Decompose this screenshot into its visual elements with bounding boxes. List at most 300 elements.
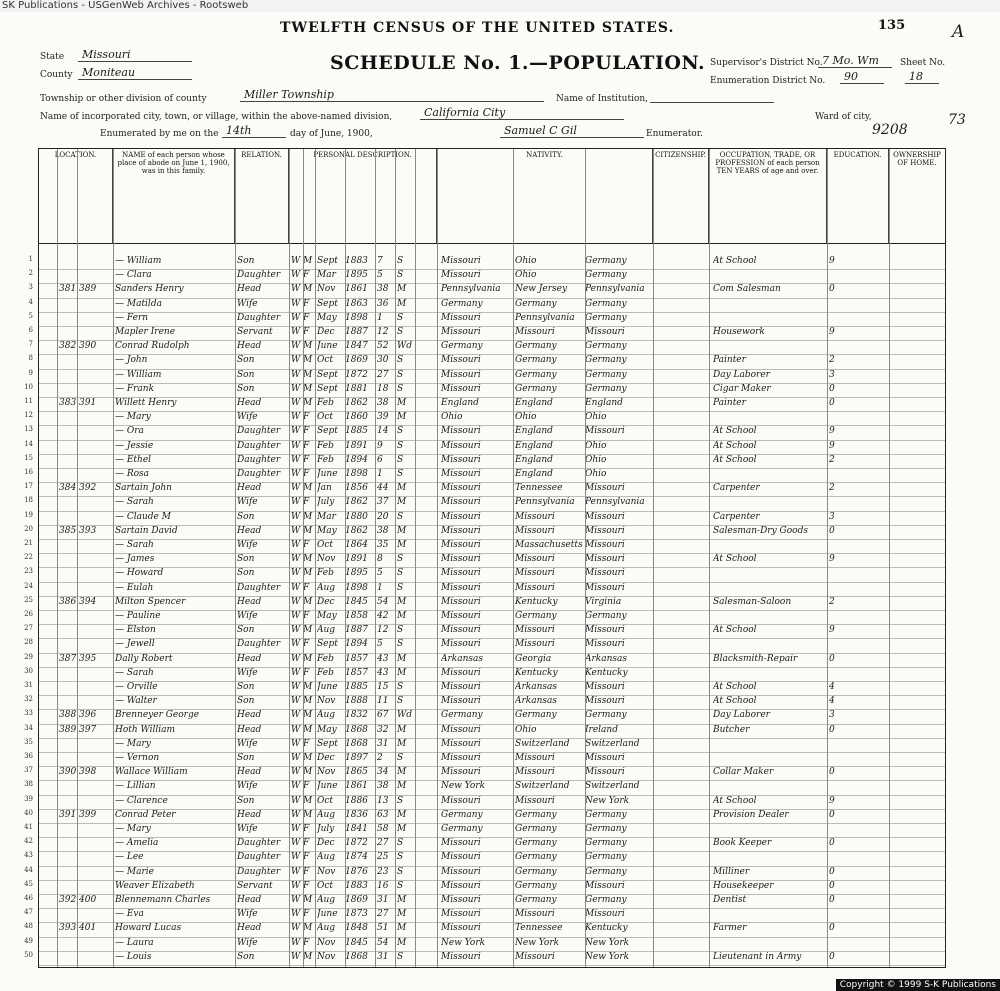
marital-status: S xyxy=(397,951,404,962)
person-name: — Louis xyxy=(115,951,152,962)
occupation: Housekeeper xyxy=(713,880,774,891)
months-in-school: 3 xyxy=(829,369,835,380)
mother-birthplace: England xyxy=(585,398,623,408)
birthplace: Missouri xyxy=(441,639,481,650)
dwelling-number: 391 xyxy=(59,809,77,820)
person-name: — Orville xyxy=(115,682,158,692)
marital-status: M xyxy=(397,525,407,536)
relation: Daughter xyxy=(237,270,281,281)
relation: Daughter xyxy=(237,852,281,863)
mother-birthplace: Missouri xyxy=(585,540,625,550)
age: 30 xyxy=(377,355,389,366)
race: W xyxy=(291,909,301,920)
race: W xyxy=(291,951,301,962)
mother-birthplace: Missouri xyxy=(585,426,625,437)
occupation: Farmer xyxy=(713,923,747,934)
birth-month: Aug xyxy=(317,852,336,863)
father-birthplace: Missouri xyxy=(515,625,555,636)
sex: M xyxy=(303,710,313,721)
father-birthplace: Germany xyxy=(515,710,557,721)
occupation: At School xyxy=(713,625,757,636)
mother-birthplace: Germany xyxy=(585,341,627,352)
race: W xyxy=(291,540,301,550)
father-birthplace: Germany xyxy=(515,866,557,877)
race: W xyxy=(291,369,301,380)
birth-month: July xyxy=(317,824,335,834)
table-row xyxy=(24,439,945,455)
relation: Head xyxy=(237,483,262,494)
marital-status: S xyxy=(397,852,404,863)
table-row xyxy=(24,851,945,866)
enum-district-label: Enumeration District No. xyxy=(710,76,826,86)
mother-birthplace: Germany xyxy=(585,895,627,905)
enumerator-label: Enumerator. xyxy=(646,129,703,139)
column-divider xyxy=(395,149,396,967)
birth-year: 1869 xyxy=(345,355,368,366)
marital-status: S xyxy=(397,369,404,380)
relation: Wife xyxy=(237,611,258,621)
birth-year: 1881 xyxy=(345,383,368,394)
relation: Son xyxy=(237,355,255,366)
relation: Daughter xyxy=(237,469,281,479)
table-row xyxy=(24,382,945,398)
column-divider xyxy=(375,149,376,967)
mother-birthplace: Missouri xyxy=(585,753,625,763)
table-row xyxy=(24,595,945,611)
line-number: 37 xyxy=(24,766,33,775)
age: 15 xyxy=(377,682,389,692)
person-name: — Frank xyxy=(115,383,155,394)
relation: Wife xyxy=(237,497,258,508)
line-number: 26 xyxy=(24,610,33,618)
occupation: At School xyxy=(713,454,757,465)
copyright-notice: Copyright © 1999 S-K Publications xyxy=(836,979,1000,991)
relation: Son xyxy=(237,511,255,522)
age: 67 xyxy=(377,710,389,721)
table-row xyxy=(24,666,945,682)
person-name: — Clarence xyxy=(115,795,168,806)
age: 1 xyxy=(377,469,383,479)
birthplace: Missouri xyxy=(441,753,481,763)
birth-month: Nov xyxy=(317,951,336,962)
person-name: — Jewell xyxy=(115,639,155,650)
mother-birthplace: Missouri xyxy=(585,582,625,593)
marital-status: M xyxy=(397,895,407,905)
table-row xyxy=(24,652,945,668)
birthplace: Missouri xyxy=(441,440,481,451)
person-name: Willett Henry xyxy=(115,398,177,408)
relation: Head xyxy=(237,809,262,820)
birth-year: 1845 xyxy=(345,937,368,948)
line-number: 12 xyxy=(24,411,33,420)
table-row xyxy=(24,723,945,739)
table-row xyxy=(24,411,945,426)
enumerated-label: Enumerated by me on the xyxy=(100,129,219,139)
person-name: — Sarah xyxy=(115,667,154,678)
birth-year: 1848 xyxy=(345,923,368,934)
line-number: 49 xyxy=(24,936,33,945)
father-birthplace: Ohio xyxy=(515,256,537,266)
line-number: 46 xyxy=(24,894,33,902)
marital-status: M xyxy=(397,937,407,948)
race: W xyxy=(291,483,301,494)
birth-year: 1895 xyxy=(345,568,368,579)
birth-month: Oct xyxy=(317,355,334,366)
occupation: Collar Maker xyxy=(713,767,774,778)
mother-birthplace: Missouri xyxy=(585,625,625,636)
sex: F xyxy=(303,270,310,281)
sex: M xyxy=(303,369,313,380)
table-row xyxy=(28,326,945,341)
marital-status: S xyxy=(397,469,404,479)
relation: Head xyxy=(237,767,262,778)
relation: Son xyxy=(237,383,255,394)
family-number: 396 xyxy=(79,710,97,721)
relation: Son xyxy=(237,554,255,565)
table-row xyxy=(24,737,945,753)
months-in-school: 0 xyxy=(829,653,835,664)
marital-status: M xyxy=(397,781,407,792)
line-number: 34 xyxy=(24,723,33,732)
occupation: At School xyxy=(713,554,757,565)
birthplace: Missouri xyxy=(441,469,481,479)
marital-status: Wd xyxy=(397,710,413,721)
relation: Head xyxy=(237,596,262,607)
months-in-school: 0 xyxy=(829,923,835,934)
table-row xyxy=(28,340,945,355)
mother-birthplace: Virginia xyxy=(585,596,622,607)
dwelling-number: 381 xyxy=(59,284,77,295)
race: W xyxy=(291,852,301,863)
person-name: — Marie xyxy=(115,866,154,877)
person-name: — Vernon xyxy=(115,753,160,763)
line-number: 28 xyxy=(24,638,33,647)
marital-status: M xyxy=(397,483,407,494)
relation: Son xyxy=(237,696,255,707)
person-name: — Clara xyxy=(115,270,152,281)
father-birthplace: New York xyxy=(515,937,560,948)
schedule-title: SCHEDULE No. 1.—POPULATION. xyxy=(330,52,706,74)
day-label: day of June, 1900, xyxy=(290,129,373,139)
race: W xyxy=(291,582,301,593)
months-in-school: 0 xyxy=(829,951,835,962)
table-header xyxy=(39,149,945,244)
person-name: Sartain John xyxy=(115,483,172,494)
line-number: 8 xyxy=(28,354,33,363)
person-name: — Claude M xyxy=(115,511,171,522)
birthplace: Missouri xyxy=(441,582,481,593)
table-row xyxy=(24,766,945,781)
race: W xyxy=(291,568,301,579)
mother-birthplace: Germany xyxy=(585,809,627,820)
age: 54 xyxy=(377,596,389,607)
birthplace: Germany xyxy=(441,809,483,820)
line-number: 10 xyxy=(24,382,33,391)
sex: F xyxy=(303,781,310,792)
relation: Daughter xyxy=(237,639,281,650)
marital-status: S xyxy=(397,327,404,337)
birth-month: Sept xyxy=(317,738,338,749)
marital-status: S xyxy=(397,795,404,806)
line-number: 50 xyxy=(24,950,33,959)
family-number: 399 xyxy=(79,809,97,820)
months-in-school: 3 xyxy=(829,511,835,522)
birth-year: 1860 xyxy=(345,412,368,423)
sex: F xyxy=(303,497,310,508)
birth-month: June xyxy=(317,341,338,352)
age: 42 xyxy=(377,611,389,621)
birth-year: 1868 xyxy=(345,951,368,962)
father-birthplace: Tennessee xyxy=(515,483,563,494)
person-name: Weaver Elizabeth xyxy=(115,880,195,891)
father-birthplace: Germany xyxy=(515,355,557,366)
father-birthplace: England xyxy=(515,440,553,451)
relation: Head xyxy=(237,341,262,352)
sex: M xyxy=(303,256,313,266)
birth-year: 1872 xyxy=(345,838,368,849)
state-value: Missouri xyxy=(78,48,192,62)
race: W xyxy=(291,454,301,465)
mother-birthplace: Ohio xyxy=(585,412,607,423)
supervisor-label: Supervisor's District No. xyxy=(710,58,823,68)
table-row xyxy=(24,936,945,952)
birth-year: 1861 xyxy=(345,284,368,295)
sex: M xyxy=(303,355,313,366)
marital-status: M xyxy=(397,611,407,621)
occupation: Carpenter xyxy=(713,483,760,494)
sex: F xyxy=(303,909,310,920)
birth-month: Dec xyxy=(317,327,335,337)
age: 31 xyxy=(377,895,389,905)
relation: Wife xyxy=(237,738,258,749)
family-number: 391 xyxy=(79,398,97,408)
birth-year: 1862 xyxy=(345,525,368,536)
marital-status: M xyxy=(397,767,407,778)
father-birthplace: Missouri xyxy=(515,511,555,522)
age: 38 xyxy=(377,781,389,792)
birthplace: Missouri xyxy=(441,596,481,607)
line-number: 15 xyxy=(24,453,33,462)
line-number: 22 xyxy=(24,553,33,562)
birth-month: Sept xyxy=(317,298,338,309)
table-row xyxy=(24,610,945,625)
sex: M xyxy=(303,568,313,579)
person-name: Blennemann Charles xyxy=(115,895,211,905)
birth-year: 1883 xyxy=(345,880,368,891)
birth-year: 1868 xyxy=(345,724,368,735)
marital-status: S xyxy=(397,426,404,437)
township-label: Township or other division of county xyxy=(40,94,207,104)
sex: M xyxy=(303,341,313,352)
sex: F xyxy=(303,838,310,849)
birthplace: Missouri xyxy=(441,923,481,934)
sex: F xyxy=(303,312,310,323)
family-number: 397 xyxy=(79,724,97,735)
sex: F xyxy=(303,824,310,834)
marital-status: S xyxy=(397,454,404,465)
birth-month: Nov xyxy=(317,767,336,778)
birth-year: 1863 xyxy=(345,298,368,309)
birth-month: Aug xyxy=(317,895,336,905)
mother-birthplace: Germany xyxy=(585,355,627,366)
supervisor-value: 7 Mo. Wm xyxy=(818,54,892,68)
relation: Son xyxy=(237,568,255,579)
line-number: 48 xyxy=(24,922,33,931)
birth-month: Aug xyxy=(317,923,336,934)
table-row xyxy=(24,453,945,469)
birthplace: Missouri xyxy=(441,256,481,266)
table-row xyxy=(24,482,945,497)
mother-birthplace: Missouri xyxy=(585,767,625,778)
relation: Son xyxy=(237,625,255,636)
ward-label: Ward of city, xyxy=(815,112,872,122)
person-name: — Sarah xyxy=(115,497,154,508)
father-birthplace: England xyxy=(515,426,553,437)
birthplace: Germany xyxy=(441,710,483,721)
birth-year: 1891 xyxy=(345,440,368,451)
relation: Son xyxy=(237,951,255,962)
father-birthplace: Germany xyxy=(515,341,557,352)
race: W xyxy=(291,511,301,522)
birth-year: 1858 xyxy=(345,611,368,621)
birth-month: Aug xyxy=(317,809,336,820)
father-birthplace: Missouri xyxy=(515,327,555,337)
county-value: Moniteau xyxy=(78,66,192,80)
line-number: 32 xyxy=(24,695,33,704)
column-divider xyxy=(345,149,346,967)
months-in-school: 0 xyxy=(829,383,835,394)
months-in-school: 0 xyxy=(829,724,835,735)
column-divider xyxy=(437,149,438,967)
father-birthplace: Germany xyxy=(515,611,557,621)
birthplace: Missouri xyxy=(441,852,481,863)
occupation: Dentist xyxy=(713,895,747,905)
birth-year: 1880 xyxy=(345,511,368,522)
age: 9 xyxy=(377,440,383,451)
birth-year: 1888 xyxy=(345,696,368,707)
table-row xyxy=(24,553,945,568)
line-number: 45 xyxy=(24,879,33,888)
mother-birthplace: Germany xyxy=(585,852,627,863)
father-birthplace: Ohio xyxy=(515,724,537,735)
months-in-school: 9 xyxy=(829,440,835,451)
father-birthplace: Germany xyxy=(515,880,557,891)
column-divider xyxy=(653,149,654,967)
line-number: 38 xyxy=(24,780,33,789)
race: W xyxy=(291,710,301,721)
dwelling-number: 390 xyxy=(59,767,77,778)
birthplace: Missouri xyxy=(441,611,481,621)
table-row xyxy=(28,311,945,327)
sex: M xyxy=(303,809,313,820)
occupation: Painter xyxy=(713,398,746,408)
birthplace: Missouri xyxy=(441,895,481,905)
father-birthplace: Kentucky xyxy=(515,667,558,678)
line-number: 36 xyxy=(24,752,33,760)
mother-birthplace: Missouri xyxy=(585,682,625,692)
race: W xyxy=(291,895,301,905)
birth-month: May xyxy=(317,525,337,536)
father-birthplace: Ohio xyxy=(515,412,537,423)
person-name: — Jessie xyxy=(115,440,154,451)
table-row xyxy=(28,368,945,384)
age: 1 xyxy=(377,582,383,593)
occupation: Blacksmith-Repair xyxy=(713,653,798,664)
birth-year: 1872 xyxy=(345,369,368,380)
table-row xyxy=(24,879,945,895)
person-name: Dally Robert xyxy=(115,653,173,664)
age: 43 xyxy=(377,653,389,664)
age: 35 xyxy=(377,540,389,550)
months-in-school: 0 xyxy=(829,838,835,849)
mother-birthplace: Germany xyxy=(585,838,627,849)
table-row xyxy=(28,283,945,298)
occupation: At School xyxy=(713,426,757,437)
birth-month: May xyxy=(317,312,337,323)
mother-birthplace: Kentucky xyxy=(585,667,628,678)
relation: Wife xyxy=(237,937,258,948)
sex: M xyxy=(303,696,313,707)
relation: Servant xyxy=(237,880,273,891)
person-name: — John xyxy=(115,355,148,366)
family-number: 398 xyxy=(79,767,97,778)
age: 58 xyxy=(377,824,389,834)
race: W xyxy=(291,753,301,763)
birth-month: Sept xyxy=(317,369,338,380)
sex: F xyxy=(303,454,310,465)
table-row xyxy=(24,397,945,412)
table-row xyxy=(24,922,945,937)
marital-status: M xyxy=(397,398,407,408)
sheet-value: 18 xyxy=(905,70,939,84)
occupation: Salesman-Saloon xyxy=(713,596,792,607)
birthplace: Missouri xyxy=(441,270,481,281)
person-name: Milton Spencer xyxy=(115,596,186,607)
column-header-location: LOCATION. xyxy=(39,149,113,243)
dwelling-number: 385 xyxy=(59,525,77,536)
birth-year: 1864 xyxy=(345,540,368,550)
marital-status: M xyxy=(397,724,407,735)
age: 1 xyxy=(377,312,383,323)
birth-month: Sept xyxy=(317,426,338,437)
race: W xyxy=(291,383,301,394)
birth-year: 1856 xyxy=(345,483,368,494)
dwelling-number: 384 xyxy=(59,483,77,494)
mother-birthplace: Ireland xyxy=(585,724,618,735)
race: W xyxy=(291,639,301,650)
table-row xyxy=(24,425,945,440)
race: W xyxy=(291,596,301,607)
birth-month: Nov xyxy=(317,937,336,948)
birth-month: June xyxy=(317,469,338,479)
family-number: 390 xyxy=(79,341,97,352)
race: W xyxy=(291,767,301,778)
months-in-school: 9 xyxy=(829,625,835,636)
age: 38 xyxy=(377,525,389,536)
birthplace: Missouri xyxy=(441,454,481,465)
birth-year: 1887 xyxy=(345,625,368,636)
months-in-school: 9 xyxy=(829,327,835,337)
months-in-school: 2 xyxy=(829,355,835,366)
mother-birthplace: Germany xyxy=(585,312,627,323)
race: W xyxy=(291,682,301,692)
marital-status: S xyxy=(397,838,404,849)
relation: Son xyxy=(237,795,255,806)
age: 38 xyxy=(377,398,389,408)
page-number: 135 xyxy=(878,18,906,33)
line-number: 17 xyxy=(24,482,33,491)
occupation: Com Salesman xyxy=(713,284,781,295)
